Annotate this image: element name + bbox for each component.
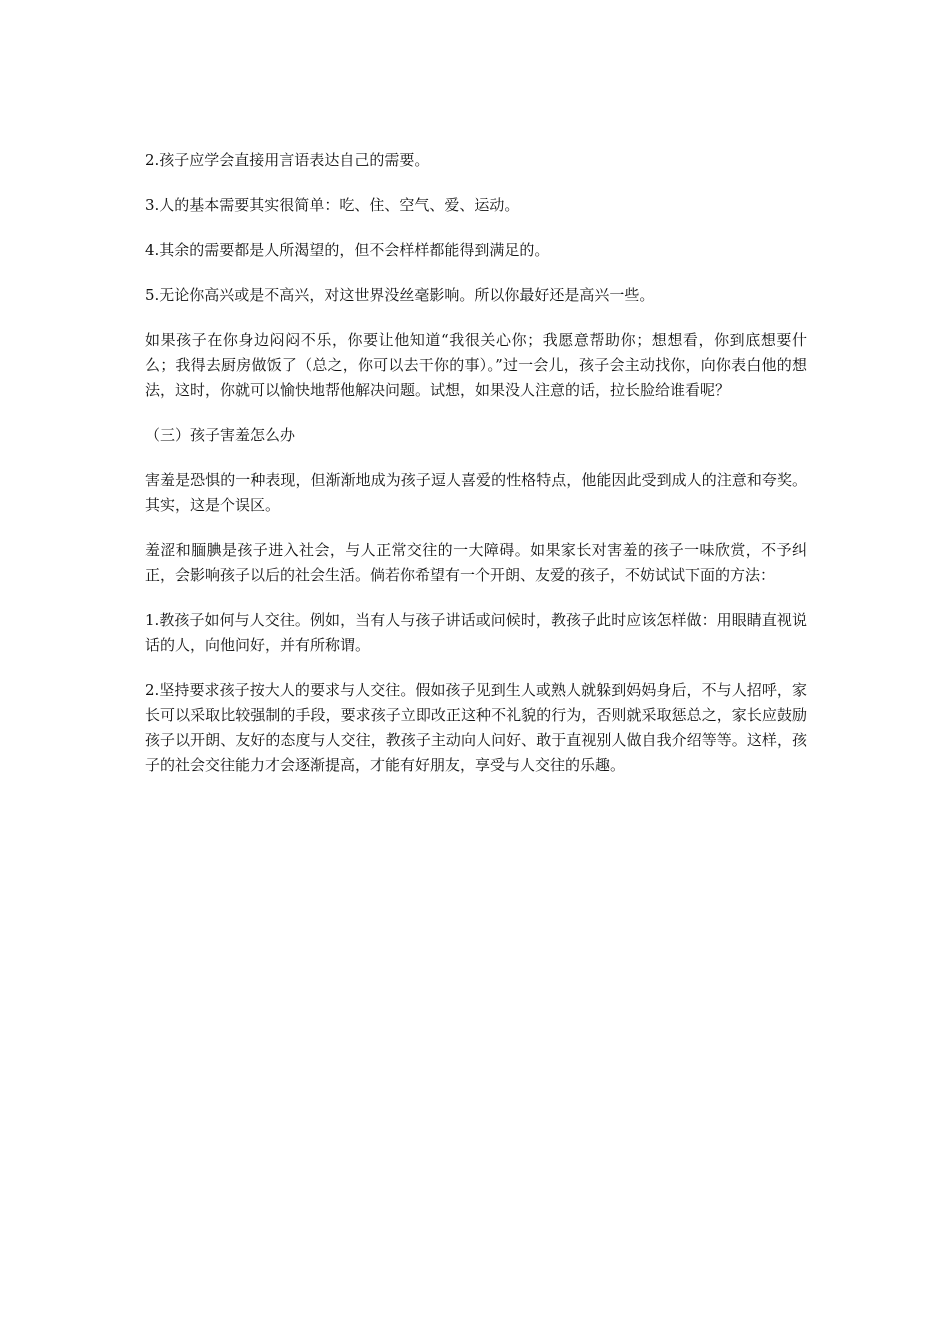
- paragraph-point-5: 5.无论你高兴或是不高兴，对这世界没丝毫影响。所以你最好还是高兴一些。: [145, 286, 655, 304]
- paragraph-method-2: 2.坚持要求孩子按大人的要求与人交往。假如孩子见到生人或熟人就躲到妈妈身后，不与人招呼，家长可以采取比较强制的手段，要求孩子立即改正这种不礼貌的行为，否则就采取惩总之，家长应鼓励孩子以开朗、友好的态度与人交往，教孩子主动向人问好、敢于直视别人做自我介绍等等。这样，孩子的社会交往能力才会逐渐提高，才能有好朋友，享受与人交往的乐趣。: [145, 681, 807, 774]
- paragraph-shyness-intro: 害羞是恐惧的一种表现，但渐渐地成为孩子逗人喜爱的性格特点，他能因此受到成人的注意和夸奖。其实，这是个误区。: [145, 471, 807, 514]
- paragraph-point-4: 4.其余的需要都是人所渴望的，但不会样样都能得到满足的。: [145, 241, 550, 259]
- document-body: [145, 148, 807, 798]
- paragraph-point-2: 2.孩子应学会直接用言语表达自己的需要。: [145, 151, 430, 169]
- paragraph-shyness-obstacle: 羞涩和腼腆是孩子进入社会，与人正常交往的一大障碍。如果家长对害羞的孩子一味欣赏，不予纠正，会影响孩子以后的社会生活。倘若你希望有一个开朗、友爱的孩子，不妨试试下面的方法：: [145, 541, 807, 584]
- paragraph-unhappy-child: 如果孩子在你身边闷闷不乐，你要让他知道“我很关心你；我愿意帮助你；想想看，你到底想要什么；我得去厨房做饭了（总之，你可以去干你的事）。”过一会儿，孩子会主动找你，向你表白他的想法，这时，你就可以愉快地帮他解决问题。试想，如果没人注意的话，拉长脸给谁看呢？: [145, 331, 807, 399]
- section-heading-shy-child: （三）孩子害羞怎么办: [145, 426, 296, 444]
- paragraph-method-1: 1.教孩子如何与人交往。例如，当有人与孩子讲话或问候时，教孩子此时应该怎样做：用眼睛直视说话的人，向他问好，并有所称谓。: [145, 611, 807, 654]
- paragraph-point-3: 3.人的基本需要其实很简单：吃、住、空气、爱、运动。: [145, 196, 520, 214]
